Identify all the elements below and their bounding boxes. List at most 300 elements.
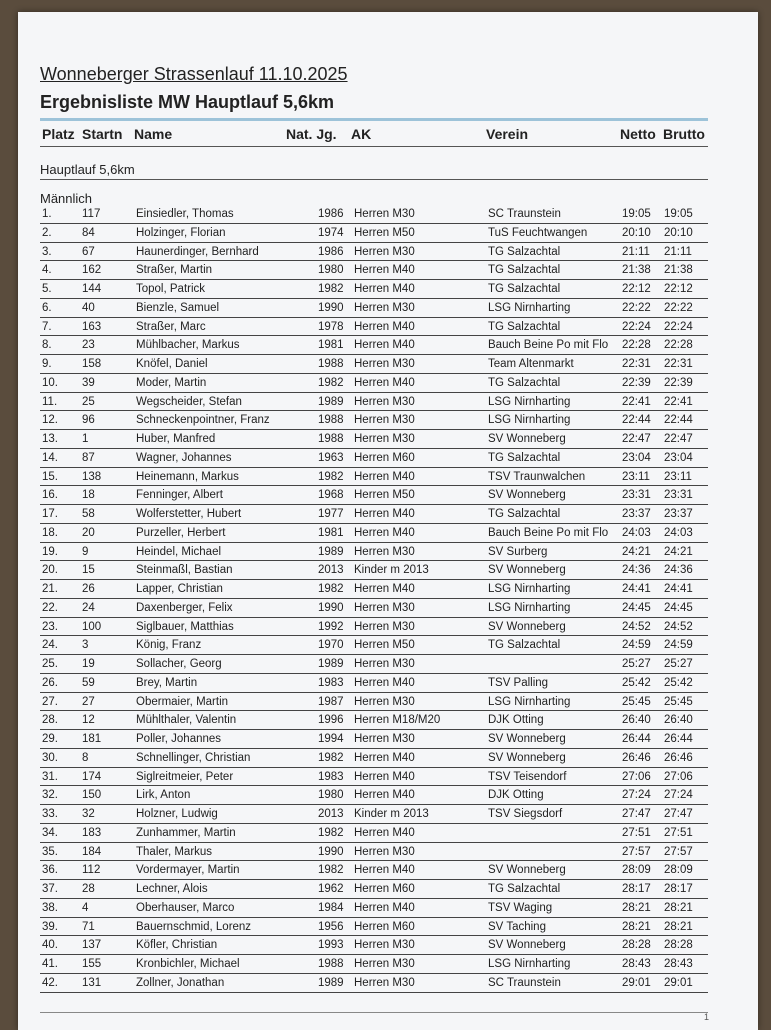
- cell-ak: Herren M30: [354, 358, 415, 370]
- cell-startn: 39: [82, 376, 95, 389]
- cell-netto: 23:11: [622, 470, 650, 483]
- column-header-name: Name: [134, 126, 173, 142]
- table-row: [40, 224, 708, 243]
- cell-brutto: 29:01: [664, 976, 693, 989]
- cell-brutto: 24:21: [664, 545, 693, 558]
- cell-verein: LSG Nirnharting: [488, 301, 571, 314]
- cell-brutto: 24:41: [664, 583, 693, 595]
- table-row: [40, 955, 708, 974]
- cell-platz: 29.: [42, 733, 58, 745]
- cell-name: Bauernschmid, Lorenz: [136, 920, 252, 933]
- cell-startn: 59: [82, 676, 95, 689]
- cell-name: Haunerdinger, Bernhard: [136, 245, 259, 258]
- cell-startn: 27: [82, 695, 95, 708]
- cell-jg: 1989: [318, 395, 344, 408]
- cell-verein: TG Salzachtal: [488, 883, 561, 895]
- cell-verein: SV Surberg: [488, 545, 548, 558]
- cell-jg: 1988: [318, 958, 344, 970]
- cell-jg: 1993: [318, 939, 344, 952]
- title-divider: [40, 118, 708, 121]
- table-row: [40, 730, 708, 749]
- cell-platz: 36.: [42, 864, 58, 877]
- cell-name: Obermaier, Martin: [136, 695, 229, 708]
- cell-verein: TSV Waging: [488, 901, 553, 914]
- cell-ak: Herren M50: [354, 489, 415, 502]
- cell-name: Heinemann, Markus: [136, 470, 239, 483]
- cell-brutto: 23:37: [664, 508, 693, 520]
- cell-startn: 28: [82, 883, 95, 895]
- cell-platz: 16.: [42, 489, 58, 502]
- cell-startn: 3: [82, 639, 89, 652]
- cell-verein: TSV Traunwalchen: [488, 470, 586, 483]
- cell-jg: 1980: [318, 264, 344, 277]
- column-header-brutto: Brutto: [663, 126, 705, 142]
- cell-jg: 1990: [318, 301, 344, 314]
- cell-brutto: 27:24: [664, 789, 693, 802]
- cell-startn: 158: [82, 358, 102, 370]
- cell-platz: 37.: [42, 883, 58, 895]
- cell-platz: 1.: [42, 208, 52, 220]
- cell-ak: Herren M40: [354, 320, 415, 333]
- cell-ak: Herren M30: [354, 733, 415, 745]
- table-row: [40, 824, 708, 843]
- section-divider: [40, 179, 708, 180]
- cell-netto: 21:38: [622, 264, 651, 277]
- cell-brutto: 28:21: [664, 920, 693, 933]
- cell-ak: Herren M40: [354, 376, 415, 389]
- cell-platz: 23.: [42, 620, 58, 633]
- cell-verein: SV Wonneberg: [488, 733, 566, 745]
- table-row: [40, 768, 708, 787]
- cell-netto: 25:27: [622, 658, 651, 670]
- cell-name: Lapper, Christian: [136, 583, 223, 595]
- cell-ak: Herren M40: [354, 583, 415, 595]
- cell-verein: SC Traunstein: [488, 208, 561, 220]
- column-header-jg: Nat. Jg.: [286, 126, 337, 142]
- table-row: [40, 618, 708, 637]
- table-row: [40, 749, 708, 768]
- cell-name: Siglreitmeier, Peter: [136, 770, 234, 783]
- cell-ak: Herren M60: [354, 451, 415, 464]
- cell-startn: 184: [82, 845, 102, 858]
- cell-jg: 1982: [318, 864, 344, 877]
- cell-name: Kronbichler, Michael: [136, 958, 240, 970]
- cell-brutto: 22:12: [664, 283, 693, 295]
- cell-platz: 20.: [42, 564, 58, 577]
- cell-startn: 144: [82, 283, 102, 295]
- cell-netto: 27:24: [622, 789, 651, 802]
- table-row: [40, 336, 708, 355]
- cell-name: Vordermayer, Martin: [136, 864, 240, 877]
- cell-verein: TuS Feuchtwangen: [488, 226, 588, 239]
- table-row: [40, 918, 708, 937]
- cell-brutto: 22:31: [664, 358, 693, 370]
- cell-startn: 12: [82, 714, 95, 727]
- cell-startn: 163: [82, 320, 102, 333]
- cell-name: Köfler, Christian: [136, 939, 218, 952]
- cell-netto: 28:21: [622, 901, 651, 914]
- cell-jg: 1982: [318, 376, 344, 389]
- cell-name: Schnellinger, Christian: [136, 751, 251, 764]
- cell-platz: 8.: [42, 339, 52, 352]
- cell-ak: Herren M30: [354, 658, 415, 670]
- cell-startn: 32: [82, 808, 95, 820]
- table-row: [40, 655, 708, 674]
- results-document-page: [18, 12, 758, 1030]
- cell-jg: 1970: [318, 639, 344, 652]
- cell-ak: Kinder m 2013: [354, 564, 429, 577]
- cell-startn: 24: [82, 601, 95, 614]
- cell-brutto: 24:59: [664, 639, 693, 652]
- cell-platz: 19.: [42, 545, 58, 558]
- section-heading: Hauptlauf 5,6km: [40, 162, 135, 177]
- cell-platz: 4.: [42, 264, 52, 277]
- cell-netto: 28:28: [622, 939, 651, 952]
- table-row: [40, 411, 708, 430]
- cell-startn: 71: [82, 920, 95, 933]
- cell-verein: TG Salzachtal: [488, 283, 561, 295]
- cell-brutto: 27:47: [664, 808, 693, 820]
- cell-platz: 39.: [42, 920, 58, 933]
- cell-brutto: 22:47: [664, 433, 693, 445]
- cell-platz: 28.: [42, 714, 58, 727]
- cell-brutto: 28:43: [664, 958, 693, 970]
- cell-name: Knöfel, Daniel: [136, 358, 208, 370]
- cell-brutto: 27:06: [664, 770, 693, 783]
- cell-name: Sollacher, Georg: [136, 658, 222, 670]
- cell-brutto: 21:38: [664, 264, 693, 277]
- cell-name: Oberhauser, Marco: [136, 901, 235, 914]
- cell-name: Thaler, Markus: [136, 845, 213, 858]
- cell-ak: Herren M40: [354, 526, 415, 539]
- cell-ak: Herren M40: [354, 789, 415, 802]
- cell-jg: 1982: [318, 283, 344, 295]
- cell-ak: Herren M40: [354, 339, 415, 352]
- cell-netto: 26:46: [622, 751, 651, 764]
- cell-brutto: 20:10: [664, 226, 693, 239]
- cell-netto: 22:28: [622, 339, 651, 352]
- cell-netto: 22:22: [622, 301, 651, 314]
- cell-platz: 38.: [42, 901, 58, 914]
- cell-name: Zunhammer, Martin: [136, 826, 236, 839]
- table-row: [40, 936, 708, 955]
- cell-jg: 1989: [318, 545, 344, 558]
- cell-netto: 26:44: [622, 733, 651, 745]
- table-row: [40, 899, 708, 918]
- cell-ak: Herren M40: [354, 283, 415, 295]
- cell-brutto: 28:28: [664, 939, 693, 952]
- cell-brutto: 23:11: [664, 470, 692, 483]
- table-row: [40, 580, 708, 599]
- cell-brutto: 24:03: [664, 526, 693, 539]
- table-row: [40, 280, 708, 299]
- cell-jg: 2013: [318, 808, 344, 820]
- table-row: [40, 861, 708, 880]
- cell-netto: 25:45: [622, 695, 651, 708]
- cell-platz: 6.: [42, 301, 52, 314]
- cell-jg: 1968: [318, 489, 344, 502]
- cell-jg: 1994: [318, 733, 344, 745]
- group-heading: Männlich: [40, 191, 93, 206]
- cell-netto: 22:31: [622, 358, 651, 370]
- cell-verein: DJK Otting: [488, 714, 544, 727]
- cell-netto: 29:01: [622, 976, 651, 989]
- cell-platz: 17.: [42, 508, 58, 520]
- cell-jg: 1981: [318, 526, 344, 539]
- table-row: [40, 843, 708, 862]
- table-row: [40, 674, 708, 693]
- cell-name: Straßer, Marc: [136, 320, 206, 333]
- cell-brutto: 23:04: [664, 451, 693, 464]
- cell-name: Lechner, Alois: [136, 883, 208, 895]
- cell-startn: 4: [82, 901, 89, 914]
- cell-jg: 1984: [318, 901, 344, 914]
- cell-netto: 28:21: [622, 920, 651, 933]
- cell-startn: 20: [82, 526, 95, 539]
- cell-name: Zollner, Jonathan: [136, 976, 225, 989]
- cell-startn: 181: [82, 733, 102, 745]
- cell-jg: 1974: [318, 226, 344, 239]
- cell-netto: 24:59: [622, 639, 651, 652]
- cell-verein: TSV Teisendorf: [488, 770, 567, 783]
- cell-platz: 42.: [42, 976, 58, 989]
- cell-platz: 7.: [42, 320, 52, 333]
- cell-brutto: 27:57: [664, 845, 693, 858]
- cell-netto: 21:11: [622, 245, 650, 258]
- cell-brutto: 27:51: [664, 826, 693, 839]
- table-row: [40, 599, 708, 618]
- cell-startn: 155: [82, 958, 102, 970]
- cell-jg: 1988: [318, 414, 344, 427]
- cell-platz: 40.: [42, 939, 58, 952]
- cell-name: Huber, Manfred: [136, 433, 216, 445]
- cell-platz: 10.: [42, 376, 58, 389]
- cell-jg: 1982: [318, 751, 344, 764]
- table-row: [40, 974, 708, 993]
- column-header-verein: Verein: [486, 126, 529, 142]
- results-table: [18, 205, 758, 993]
- cell-startn: 25: [82, 395, 95, 408]
- cell-netto: 22:39: [622, 376, 651, 389]
- cell-netto: 27:06: [622, 770, 651, 783]
- cell-ak: Herren M30: [354, 601, 415, 614]
- cell-netto: 19:05: [622, 208, 651, 220]
- cell-name: Purzeller, Herbert: [136, 526, 226, 539]
- cell-name: Wegscheider, Stefan: [136, 395, 242, 408]
- cell-brutto: 26:46: [664, 751, 693, 764]
- cell-brutto: 24:36: [664, 564, 693, 577]
- cell-netto: 28:43: [622, 958, 651, 970]
- cell-platz: 25.: [42, 658, 58, 670]
- cell-netto: 24:41: [622, 583, 651, 595]
- cell-verein: SV Wonneberg: [488, 751, 566, 764]
- cell-startn: 183: [82, 826, 102, 839]
- cell-jg: 1988: [318, 358, 344, 370]
- cell-jg: 1962: [318, 883, 344, 895]
- cell-jg: 1989: [318, 976, 344, 989]
- table-row: [40, 243, 708, 262]
- cell-ak: Herren M40: [354, 826, 415, 839]
- cell-ak: Herren M30: [354, 245, 415, 258]
- cell-jg: 1982: [318, 470, 344, 483]
- cell-startn: 23: [82, 339, 95, 352]
- cell-netto: 23:37: [622, 508, 651, 520]
- cell-brutto: 25:27: [664, 658, 693, 670]
- cell-name: Straßer, Martin: [136, 264, 213, 277]
- cell-ak: Herren M30: [354, 976, 415, 989]
- cell-verein: TG Salzachtal: [488, 508, 561, 520]
- cell-ak: Herren M40: [354, 770, 415, 783]
- cell-verein: LSG Nirnharting: [488, 583, 571, 595]
- cell-brutto: 22:24: [664, 320, 693, 333]
- cell-netto: 24:36: [622, 564, 651, 577]
- cell-platz: 22.: [42, 601, 58, 614]
- cell-verein: LSG Nirnharting: [488, 958, 571, 970]
- cell-verein: LSG Nirnharting: [488, 601, 571, 614]
- cell-jg: 2013: [318, 564, 344, 577]
- cell-ak: Herren M40: [354, 676, 415, 689]
- cell-startn: 40: [82, 301, 95, 314]
- cell-startn: 1: [82, 433, 89, 445]
- table-row: [40, 205, 708, 224]
- cell-brutto: 24:45: [664, 601, 693, 614]
- cell-jg: 1988: [318, 433, 344, 445]
- cell-brutto: 22:28: [664, 339, 693, 352]
- cell-netto: 27:47: [622, 808, 651, 820]
- cell-platz: 2.: [42, 226, 52, 239]
- table-row: [40, 693, 708, 712]
- cell-jg: 1981: [318, 339, 344, 352]
- cell-brutto: 28:09: [664, 864, 693, 877]
- cell-jg: 1992: [318, 620, 344, 633]
- cell-brutto: 22:44: [664, 414, 693, 427]
- cell-verein: SV Wonneberg: [488, 620, 566, 633]
- table-row: [40, 299, 708, 318]
- cell-ak: Herren M40: [354, 470, 415, 483]
- cell-name: Heindel, Michael: [136, 545, 222, 558]
- cell-startn: 96: [82, 414, 95, 427]
- cell-name: Poller, Johannes: [136, 733, 222, 745]
- table-row: [40, 468, 708, 487]
- cell-brutto: 25:42: [664, 676, 693, 689]
- cell-startn: 174: [82, 770, 102, 783]
- cell-ak: Herren M40: [354, 751, 415, 764]
- cell-startn: 67: [82, 245, 95, 258]
- cell-startn: 84: [82, 226, 95, 239]
- cell-brutto: 25:45: [664, 695, 693, 708]
- cell-ak: Herren M30: [354, 433, 415, 445]
- cell-platz: 21.: [42, 583, 58, 595]
- cell-name: Wagner, Johannes: [136, 451, 232, 464]
- cell-jg: 1980: [318, 789, 344, 802]
- cell-verein: TG Salzachtal: [488, 639, 561, 652]
- cell-ak: Herren M50: [354, 226, 415, 239]
- cell-name: Fenninger, Albert: [136, 489, 223, 502]
- cell-netto: 23:31: [622, 489, 651, 502]
- table-row: [40, 711, 708, 730]
- cell-verein: SV Wonneberg: [488, 564, 566, 577]
- cell-name: Topol, Patrick: [136, 283, 206, 295]
- cell-platz: 18.: [42, 526, 58, 539]
- cell-name: Mühlbacher, Markus: [136, 339, 240, 352]
- cell-startn: 58: [82, 508, 95, 520]
- cell-startn: 138: [82, 470, 102, 483]
- cell-jg: 1990: [318, 845, 344, 858]
- cell-platz: 30.: [42, 751, 58, 764]
- cell-name: Schneckenpointner, Franz: [136, 414, 270, 427]
- table-row: [40, 261, 708, 280]
- cell-startn: 150: [82, 789, 102, 802]
- page-number: 1: [704, 1012, 710, 1022]
- cell-brutto: 23:31: [664, 489, 693, 502]
- cell-platz: 24.: [42, 639, 58, 652]
- cell-platz: 9.: [42, 358, 52, 370]
- cell-brutto: 26:40: [664, 714, 693, 727]
- cell-platz: 14.: [42, 451, 58, 464]
- cell-name: Bienzle, Samuel: [136, 301, 220, 314]
- cell-startn: 9: [82, 545, 89, 558]
- cell-name: Moder, Martin: [136, 376, 207, 389]
- cell-ak: Herren M60: [354, 920, 415, 933]
- table-row: [40, 318, 708, 337]
- cell-platz: 15.: [42, 470, 58, 483]
- cell-brutto: 22:39: [664, 376, 693, 389]
- cell-jg: 1986: [318, 245, 344, 258]
- cell-startn: 100: [82, 620, 102, 633]
- cell-netto: 23:04: [622, 451, 651, 464]
- cell-netto: 22:41: [622, 395, 651, 408]
- cell-verein: TSV Siegsdorf: [488, 808, 563, 820]
- table-row: [40, 880, 708, 899]
- cell-startn: 8: [82, 751, 89, 764]
- column-header-netto: Netto: [620, 126, 656, 142]
- cell-ak: Herren M40: [354, 901, 415, 914]
- cell-verein: TG Salzachtal: [488, 376, 561, 389]
- cell-verein: SV Wonneberg: [488, 864, 566, 877]
- table-row: [40, 449, 708, 468]
- cell-name: Wolferstetter, Hubert: [136, 508, 242, 520]
- cell-name: Holzinger, Florian: [136, 226, 226, 239]
- cell-verein: Bauch Beine Po mit Flo: [488, 526, 609, 539]
- cell-brutto: 28:17: [664, 883, 693, 895]
- cell-ak: Kinder m 2013: [354, 808, 429, 820]
- cell-netto: 20:10: [622, 226, 651, 239]
- cell-jg: 1978: [318, 320, 344, 333]
- table-row: [40, 393, 708, 412]
- cell-netto: 26:40: [622, 714, 651, 727]
- cell-ak: Herren M60: [354, 883, 415, 895]
- cell-ak: Herren M30: [354, 845, 415, 858]
- cell-startn: 87: [82, 451, 95, 464]
- cell-brutto: 21:11: [664, 245, 692, 258]
- cell-jg: 1996: [318, 714, 344, 727]
- cell-jg: 1983: [318, 770, 344, 783]
- event-title: Wonneberger Strassenlauf 11.10.2025: [40, 64, 348, 84]
- cell-verein: SV Wonneberg: [488, 489, 566, 502]
- header-divider: [40, 146, 708, 147]
- cell-netto: 27:51: [622, 826, 651, 839]
- cell-platz: 13.: [42, 433, 58, 445]
- cell-name: Lirk, Anton: [136, 789, 191, 802]
- cell-verein: LSG Nirnharting: [488, 695, 571, 708]
- cell-jg: 1977: [318, 508, 344, 520]
- cell-ak: Herren M40: [354, 508, 415, 520]
- cell-verein: SV Wonneberg: [488, 939, 566, 952]
- cell-startn: 26: [82, 583, 95, 595]
- table-row: [40, 636, 708, 655]
- footer-divider: [40, 1012, 708, 1013]
- cell-startn: 112: [82, 864, 101, 877]
